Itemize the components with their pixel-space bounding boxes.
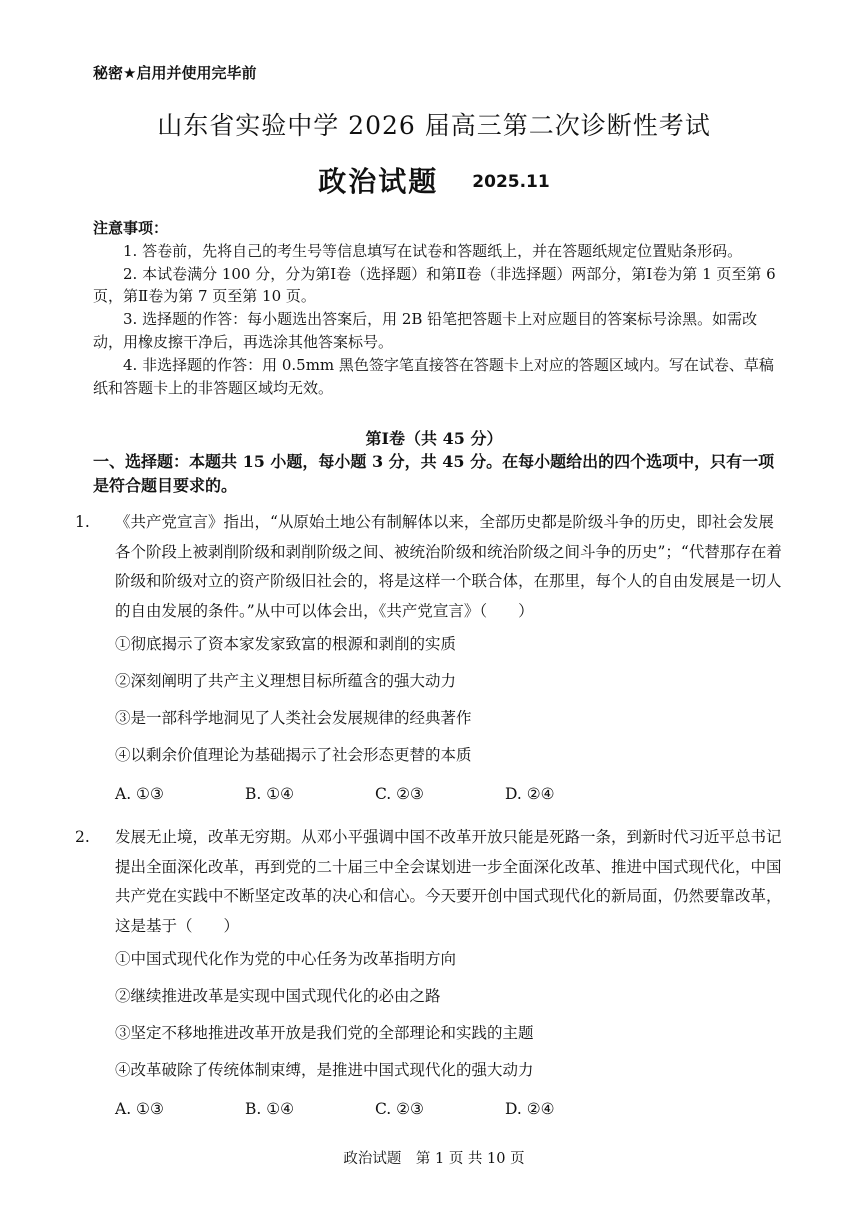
page-footer: 政治试题 第 1 页 共 10 页: [343, 1151, 525, 1167]
school-title: 山东省实验中学 2026 届高三第二次诊断性考试: [157, 111, 711, 140]
question-stem-text: 《共产党宣言》指出，“从原始土地公有制解体以来，全部历史都是阶级斗争的历史，即社会发展各个阶段上被剥削阶级和剥削阶级之间、被统治阶级和统治阶级之间斗争的历史”；“代替那存在着阶级和阶级对立的资产阶级旧社会的，将是这样一个联合体，在那里，每个人的自由发展是一切人的自由发展的条件。”从中可以体会出，《共产党宣言》（ ）: [115, 513, 782, 620]
answer-choices: [95, 774, 785, 814]
answer-choice-a[interactable]: A. ①③: [115, 785, 164, 803]
answer-choice-a[interactable]: A. ①③: [115, 1100, 164, 1118]
part-title: 第Ⅰ卷（共 45 分）: [365, 429, 503, 448]
notice-item: 1. 答卷前，先将自己的考生号等信息填写在试卷和答题纸上，并在答题纸规定位置贴条形码。: [123, 241, 743, 260]
question-stem: [75, 823, 785, 941]
answer-choice-c[interactable]: C. ②③: [375, 1100, 424, 1118]
answer-choices: [95, 1089, 785, 1129]
notice-heading: 注意事项：: [93, 219, 169, 237]
question-number: 1.: [75, 513, 90, 531]
answer-choice-b[interactable]: B. ①④: [245, 785, 295, 803]
answer-choice-c[interactable]: C. ②③: [375, 785, 424, 803]
question-option: ④以剩余价值理论为基础揭示了社会形态更替的本质: [115, 746, 472, 764]
answer-choice-d[interactable]: D. ②④: [505, 1100, 555, 1118]
exam-date: 2025.11: [472, 172, 550, 192]
question-number: 2.: [75, 828, 90, 846]
notice-item: 3. 选择题的作答：每小题选出答案后，用 2B 铅笔把答题卡上对应题目的答案标号涂黑。如需改动，用橡皮擦干净后，再选涂其他答案标号。: [93, 310, 758, 351]
notice-item: 2. 本试卷满分 100 分，分为第Ⅰ卷（选择题）和第Ⅱ卷（非选择题）两部分，第Ⅰ卷为第 1 页至第 6 页，第Ⅱ卷为第 7 页至第 10 页。: [93, 264, 776, 306]
subject-title: 政治试题: [318, 165, 439, 198]
section-title: 一、选择题：本题共 15 小题，每小题 3 分，共 45 分。在每小题给出的四个选项中，只有一项是符合题目要求的。: [93, 452, 775, 495]
question-option: ②深刻阐明了共产主义理想目标所蕴含的强大动力: [115, 672, 457, 690]
question-option: ①彻底揭示了资本家发家致富的根源和剥削的实质: [115, 635, 457, 653]
question-stem: [75, 508, 785, 626]
answer-choice-d[interactable]: D. ②④: [505, 785, 555, 803]
question-option: ④改革破除了传统体制束缚，是推进中国式现代化的强大动力: [115, 1061, 534, 1079]
question-option: ②继续推进改革是实现中国式现代化的必由之路: [115, 987, 441, 1005]
subject-row: [0, 160, 868, 200]
answer-choice-b[interactable]: B. ①④: [245, 1100, 295, 1118]
secret-mark: 秘密★启用并使用完毕前: [93, 64, 257, 82]
notice-block: [93, 217, 783, 399]
question-1: [75, 508, 785, 814]
question-option: ①中国式现代化作为党的中心任务为改革指明方向: [115, 950, 457, 968]
notice-item: 4. 非选择题的作答：用 0.5mm 黑色签字笔直接答在答题卡上对应的答题区域内。写在试卷、草稿纸和答题卡上的非答题区域均无效。: [93, 355, 774, 397]
question-stem-text: 发展无止境，改革无穷期。从邓小平强调中国不改革开放只能是死路一条，到新时代习近平总书记提出全面深化改革，再到党的二十届三中全会谋划进一步全面深化改革、推进中国式现代化，中国共产党在实践中不断坚定改革的决心和信心。今天要开创中国式现代化的新局面，仍然要靠改革，这是基于（ ）: [115, 828, 782, 935]
question-option: ③坚定不移地推进改革开放是我们党的全部理论和实践的主题: [115, 1024, 534, 1042]
question-2: [75, 823, 785, 1129]
question-option: ③是一部科学地洞见了人类社会发展规律的经典著作: [115, 709, 472, 727]
